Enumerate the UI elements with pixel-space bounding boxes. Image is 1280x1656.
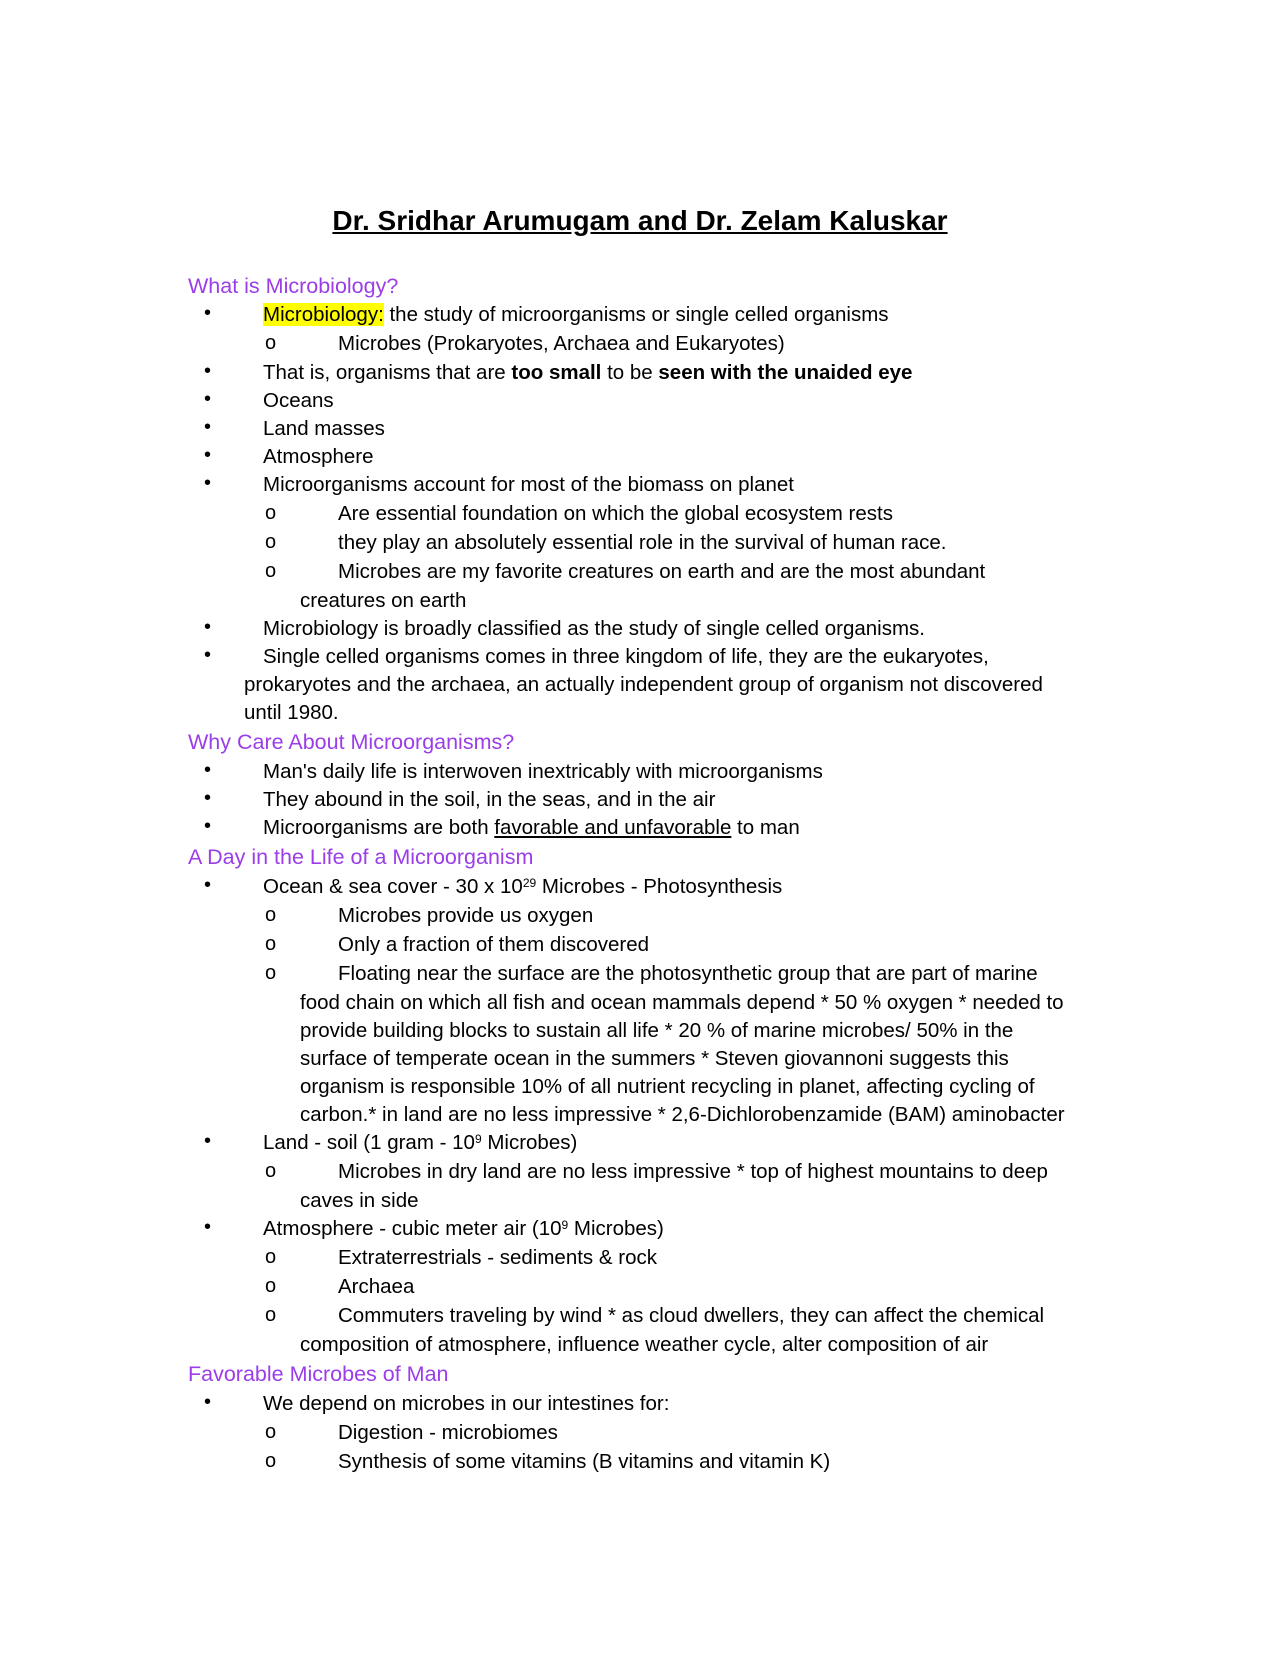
sub-list-item: Microbes provide us oxygen [338,904,594,927]
sub-bullet-marker: o [265,1450,277,1472]
list-item: Man's daily life is interwoven inextricably with microorganisms [263,760,823,783]
bullet-marker: • [204,759,212,781]
bullet-marker: • [204,644,212,666]
section-heading-day-in-life: A Day in the Life of a Microorganism [188,845,534,869]
bullet-marker: • [204,815,212,837]
sub-list-item: Microbes (Prokaryotes, Archaea and Eukaryotes) [338,332,785,355]
sub-list-item: Only a fraction of them discovered [338,933,650,956]
list-item: Microbiology: the study of microorganisms or single celled organisms [263,303,889,326]
list-item: Microbiology is broadly classified as the study of single celled organisms. [263,617,926,640]
bullet-marker: • [204,616,212,638]
sub-list-item: Archaea [338,1275,415,1298]
list-item: Land - soil (1 gram - $10^9$ Microbes) [263,1131,578,1154]
sub-bullet-marker: o [265,1246,277,1268]
sub-list-item: Extraterrestrials - sediments & rock [338,1246,657,1269]
bullet-marker: • [204,1216,212,1238]
sub-list-item-continuation: provide building blocks to sustain all life * 20 % of marine microbes/ 50% in the [300,1019,1014,1042]
sub-list-item: Microbes in dry land are no less impressive * top of highest mountains to deep [338,1160,1048,1183]
bullet-marker: • [204,1391,212,1413]
document-title: Dr. Sridhar Arumugam and Dr. Zelam Kaluskar [332,205,948,236]
list-item: Microorganisms account for most of the biomass on planet [263,473,794,496]
list-item: Land masses [263,417,385,440]
list-item: We depend on microbes in our intestines for: [263,1392,670,1415]
sub-bullet-marker: o [265,962,277,984]
sub-list-item-continuation: creatures on earth [300,589,467,612]
list-item-continuation: until 1980. [244,701,339,724]
highlighted-term: Microbiology: [263,303,384,326]
bullet-marker: • [204,388,212,410]
sub-list-item: they play an absolutely essential role in the survival of human race. [338,531,947,554]
bullet-marker: • [204,302,212,324]
sub-list-item: Microbes are my favorite creatures on earth and are the most abundant [338,560,986,583]
sub-bullet-marker: o [265,1421,277,1443]
bullet-marker: • [204,787,212,809]
sub-bullet-marker: o [265,332,277,354]
sub-list-item-continuation: composition of atmosphere, influence weather cycle, alter composition of air [300,1333,989,1356]
list-item: Atmosphere - cubic meter air ($10^9$ Microbes) [263,1217,664,1240]
sub-bullet-marker: o [265,560,277,582]
sub-list-item: Are essential foundation on which the global ecosystem rests [338,502,893,525]
list-item: They abound in the soil, in the seas, and in the air [263,788,716,811]
section-heading-what-is-microbiology: What is Microbiology? [188,274,399,298]
sub-bullet-marker: o [265,904,277,926]
sub-list-item-continuation: carbon.* in land are no less impressive * 2,6-Dichlorobenzamide (BAM) aminobacter [300,1103,1065,1126]
sub-bullet-marker: o [265,1304,277,1326]
list-item: Oceans [263,389,334,412]
sub-bullet-marker: o [265,1160,277,1182]
sub-list-item: Synthesis of some vitamins (B vitamins and vitamin K) [338,1450,831,1473]
bullet-marker: • [204,472,212,494]
sub-list-item-continuation: caves in side [300,1189,419,1212]
sub-bullet-marker: o [265,502,277,524]
list-item: That is, organisms that are too small to be seen with the unaided eye [263,361,913,384]
bullet-marker: • [204,874,212,896]
section-heading-why-care: Why Care About Microorganisms? [188,730,515,754]
list-item-continuation: prokaryotes and the archaea, an actually independent group of organism not discovered [244,673,1043,696]
bullet-marker: • [204,360,212,382]
sub-bullet-marker: o [265,1275,277,1297]
sub-list-item-continuation: food chain on which all fish and ocean mammals depend * 50 % oxygen * needed to [300,991,1064,1014]
bullet-marker: • [204,444,212,466]
bullet-marker: • [204,1130,212,1152]
sub-bullet-marker: o [265,933,277,955]
bullet-marker: • [204,416,212,438]
sub-list-item: Commuters traveling by wind * as cloud dwellers, they can affect the chemical [338,1304,1045,1327]
list-item: Atmosphere [263,445,374,468]
sub-list-item-continuation: surface of temperate ocean in the summers * Steven giovannoni suggests this [300,1047,1009,1070]
sub-list-item-continuation: organism is responsible 10% of all nutrient recycling in planet, affecting cycling of [300,1075,1035,1098]
list-item: Ocean & sea cover - 30 x $10^{29}$ Microbes - Photosynthesis [263,875,783,898]
list-item: Single celled organisms comes in three kingdom of life, they are the eukaryotes, [263,645,989,668]
list-item: Microorganisms are both favorable and unfavorable to man [263,816,800,839]
section-heading-favorable-microbes: Favorable Microbes of Man [188,1362,449,1386]
sub-list-item: Digestion - microbiomes [338,1421,558,1444]
sub-bullet-marker: o [265,531,277,553]
sub-list-item: Floating near the surface are the photosynthetic group that are part of marine [338,962,1038,985]
